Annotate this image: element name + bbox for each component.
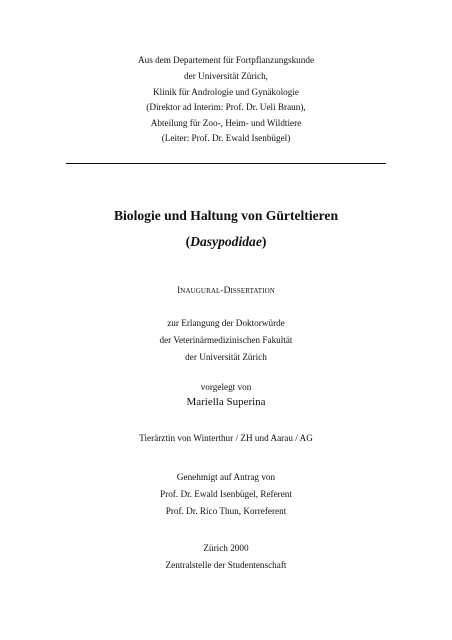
institution-line: Abteilung für Zoo-, Heim- und Wildtiere bbox=[150, 118, 302, 128]
submitted-by-label: vorgelegt von bbox=[200, 382, 252, 392]
horizontal-rule bbox=[66, 163, 386, 164]
institution-line: (Direktor ad Interim: Prof. Dr. Ueli Braun), bbox=[146, 102, 306, 112]
subtitle-paren-open: ( bbox=[185, 234, 191, 249]
author-name: Mariella Superina bbox=[186, 396, 266, 408]
publisher: Zentralstelle der Studentenschaft bbox=[165, 560, 287, 570]
document-type: Inaugural-Dissertation bbox=[177, 286, 275, 296]
place-year: Zürich 2000 bbox=[203, 543, 249, 553]
approval-line: Prof. Dr. Ewald Isenbügel, Referent bbox=[160, 489, 292, 499]
purpose-line: zur Erlangung der Doktorwürde bbox=[167, 318, 285, 328]
institution-line: Klinik für Andrologie und Gynäkologie bbox=[153, 87, 299, 97]
approval-line: Genehmigt auf Antrag von bbox=[176, 472, 276, 482]
purpose-line: der Universität Zürich bbox=[185, 352, 267, 362]
institution-line: (Leiter: Prof. Dr. Ewald Isenbügel) bbox=[161, 133, 291, 143]
author-origin: Tierärztin von Winterthur / ZH und Aarau / AG bbox=[139, 433, 313, 443]
subtitle-paren-close: ) bbox=[261, 234, 267, 249]
thesis-title: Biologie und Haltung von Gürteltieren bbox=[113, 208, 339, 223]
thesis-subtitle bbox=[0, 232, 452, 251]
purpose-line: der Veterinärmedizinischen Fakultät bbox=[159, 335, 293, 345]
institution-line: der Universität Zürich, bbox=[184, 71, 268, 81]
institution-line: Aus dem Departement für Fortpflanzungskunde bbox=[137, 55, 315, 65]
taxon-name: Dasypodidae bbox=[190, 234, 262, 249]
approval-line: Prof. Dr. Rico Thun, Korreferent bbox=[165, 506, 287, 516]
